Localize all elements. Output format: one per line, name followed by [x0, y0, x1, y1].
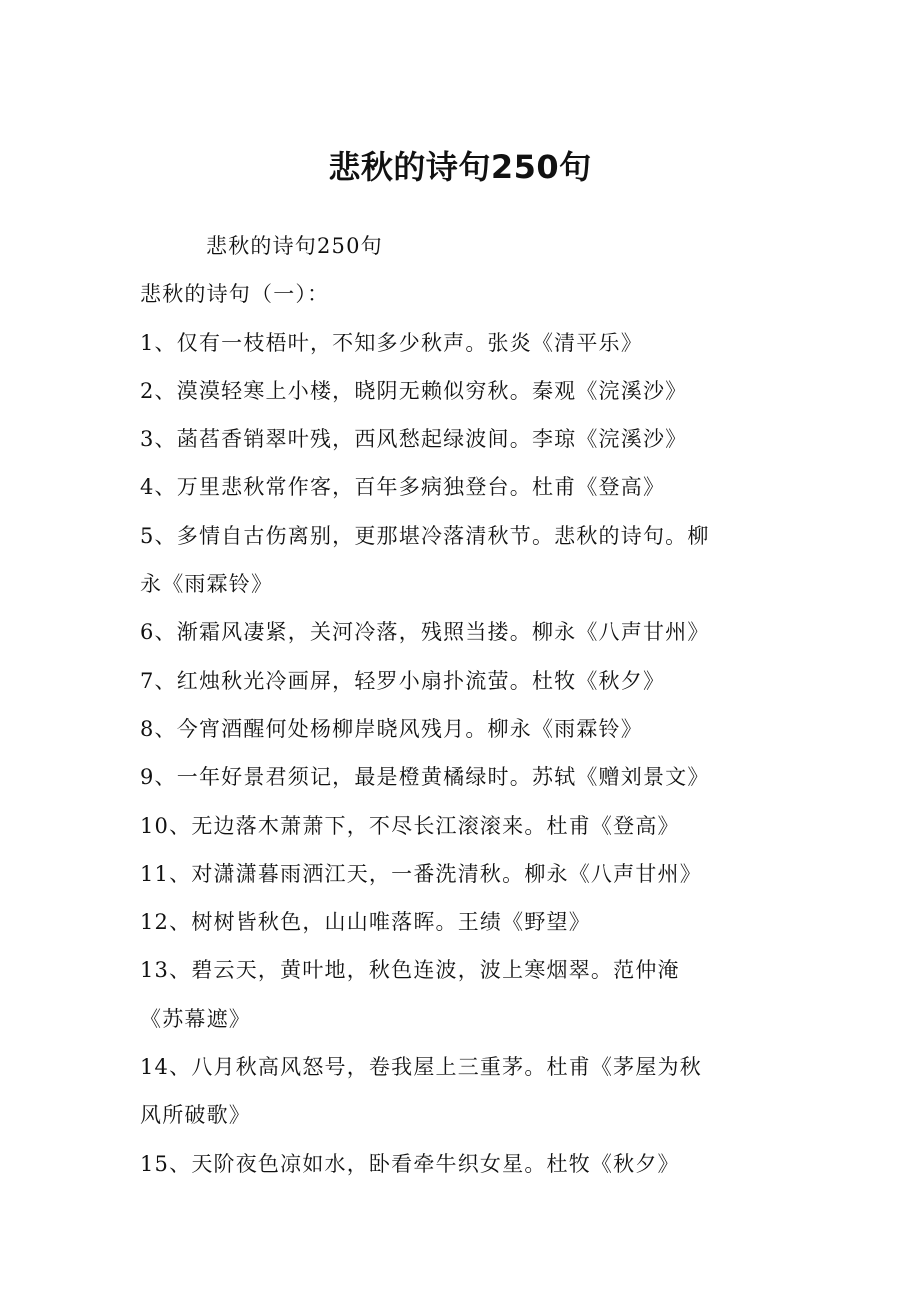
poem-line: 12、树树皆秋色，山山唯落晖。王绩《野望》 — [140, 910, 591, 935]
poem-line: 14、八月秋高风怒号，卷我屋上三重茅。杜甫《茅屋为秋 — [140, 1055, 702, 1080]
poem-line: 7、红烛秋光冷画屏，轻罗小扇扑流萤。杜牧《秋夕》 — [140, 668, 666, 693]
document-title: 悲秋的诗句250句 — [328, 148, 592, 186]
poem-line-continuation: 《苏幕遮》 — [140, 1006, 251, 1031]
poem-line: 6、渐霜风凄紧，关河冷落，残照当搂。柳永《八声甘州》 — [140, 620, 710, 645]
poem-line: 2、漠漠轻寒上小楼，晓阴无赖似穷秋。秦观《浣溪沙》 — [140, 378, 688, 403]
poem-line: 8、今宵酒醒何处杨柳岸晓风残月。柳永《雨霖铃》 — [140, 716, 643, 741]
document-subtitle: 悲秋的诗句250句 — [206, 234, 383, 258]
poem-line-continuation: 风所破歌》 — [140, 1103, 251, 1128]
poem-line: 15、天阶夜色凉如水，卧看牵牛织女星。杜牧《秋夕》 — [140, 1151, 680, 1176]
poem-line: 5、多情自古伤离别，更那堪冷落清秋节。悲秋的诗句。柳 — [140, 523, 710, 548]
poem-line-continuation: 永《雨霖铃》 — [140, 572, 274, 597]
poem-line: 9、一年好景君须记，最是橙黄橘绿时。苏轼《赠刘景文》 — [140, 765, 710, 790]
section-heading: 悲秋的诗句（一）： — [140, 282, 330, 307]
poem-line: 3、菡萏香销翠叶残，西风愁起绿波间。李琼《浣溪沙》 — [140, 427, 688, 452]
poem-line: 11、对潇潇暮雨洒江天，一番洗清秋。柳永《八声甘州》 — [140, 861, 702, 886]
poem-line: 1、仅有一枝梧叶，不知多少秋声。张炎《清平乐》 — [140, 330, 643, 355]
poem-line: 4、万里悲秋常作客，百年多病独登台。杜甫《登高》 — [140, 475, 666, 500]
document-body — [140, 222, 780, 1188]
poem-line: 13、碧云天，黄叶地，秋色连波，波上寒烟翠。范仲淹 — [140, 958, 680, 983]
poem-line: 10、无边落木萧萧下，不尽长江滚滚来。杜甫《登高》 — [140, 813, 680, 838]
